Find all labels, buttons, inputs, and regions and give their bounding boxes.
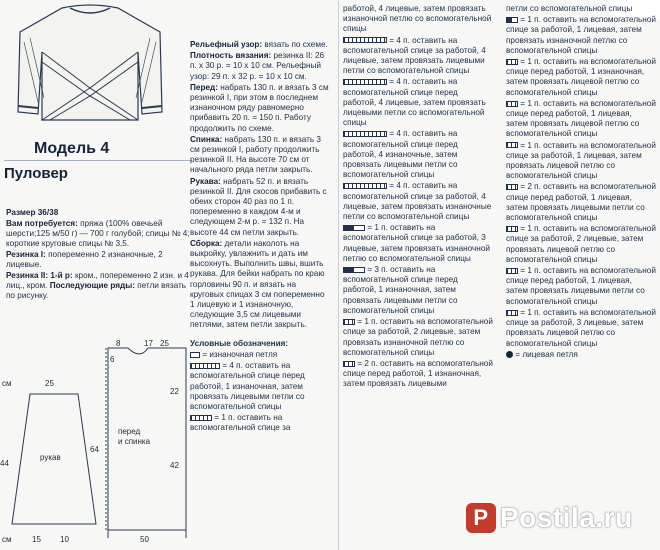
instructions-column (190, 40, 330, 435)
front-back-label-1: перед (118, 427, 141, 436)
back-label: Спинка: (190, 134, 223, 144)
site-watermark (466, 502, 633, 534)
legend-row: = 3 п. оставить на вспомогательной спице перед работой, 1 изнаночная, затем провязать лицевыми петли со вспомогательной спицы (343, 265, 458, 315)
legend-purl: = изнаночная петля (202, 349, 278, 359)
dim-label-25-right: 25 (160, 339, 169, 348)
legend-row: = 1 п. оставить на вспомогательной спице за работой, 1 лицевая, затем провязать изнаночной петлю со вспомогательной спицы (506, 15, 656, 55)
watermark-logo-icon: P (466, 503, 496, 533)
legend-row: петли со вспомогательной спицы (506, 4, 633, 13)
rib1-label: Резинка I: (6, 250, 46, 259)
dim-label-cm-bottom: см (2, 535, 12, 544)
watermark-text: Postila.ru (500, 502, 633, 533)
rib2-label: Резинка II: 1-й р: (6, 271, 73, 280)
pattern-title: Пуловер (4, 160, 192, 182)
legend-title: Условные обозначения: (190, 338, 289, 348)
legend-1: = 4 п. оставить на вспомогательной спице перед работой, 1 изнаночная, затем провязать лицевыми петли со вспомогательной спицы (190, 361, 305, 411)
front-text: набрать 130 п. и вязать 3 см резинкой I, при этом в последнем изнаночном ряду равномерно прибавить 20 п. = 150 п. Работу продолжить по схеме. (190, 82, 329, 133)
legend-row: = 2 п. оставить на вспомогательной спице перед работой, 1 изнаночная, затем провязать лицевыми (343, 358, 493, 389)
rib2-text: кром., попеременно 2 изн. и 4 лиц., кром. (6, 271, 189, 290)
rib1-text: попеременно 2 изнаночные, 2 лицевые. (6, 250, 163, 269)
needs-text: пряжа (100% овечьей шерсти;125 м/50 г) — 700 г голубой; спицы № 4; короткие круговые спицы № 3,5. (6, 219, 190, 248)
legend-row: = 1 п. оставить на вспомогательной спице за работой, 3 лицевые, затем провязать лицевой петлю со вспомогательной спицы (506, 307, 656, 348)
dim-label-64: 64 (90, 445, 99, 454)
needs-label: Вам потребуется: (6, 219, 78, 228)
column-divider (338, 0, 339, 550)
bullet-icon (506, 351, 513, 358)
legend-2: = 1 п. оставить на вспомогательной спице за (190, 413, 291, 433)
dim-label-44: 44 (0, 459, 9, 468)
materials-block (6, 208, 192, 302)
dim-label-50: 50 (140, 535, 149, 544)
legend-row: = 1 п. оставить на вспомогательной спице за работой, 2 лицевые, затем провязать изнаночной петлю со вспомогательной спицы (343, 317, 493, 357)
legend-column-2 (506, 4, 656, 361)
dim-label-15: 15 (32, 535, 41, 544)
dim-label-25-top: 25 (45, 379, 54, 388)
size-label: Размер 36/38 (6, 208, 59, 217)
dim-label-6: 6 (110, 355, 115, 364)
assembly-text: детали наколоть на выкройку, увлажнить и дать им высохнуть. Выполнить швы, вшить рукава. Для бейки набрать по краю горловины 90 п. и вязать на круговых спицах 3 см попеременно 1 лицевую и 1 изнаночную, следующие 3,5 см лицевыми петлями, затем петли закрыть. (190, 238, 325, 330)
last-rows-label: Последующие ряды: (49, 281, 135, 290)
assembly-label: Сборка: (190, 238, 223, 248)
density-text: резинка II: 26 п. x 30 р. = 10 x 10 см. Рельефный узор: 29 п. x 32 р. = 10 x 10 см. (190, 51, 325, 81)
legend-row: = 4 п. оставить на вспомогательной спице перед работой, 4 изнаночные, затем провязать лицевыми петли со вспомогательной спицы (343, 129, 458, 180)
cable-symbol (190, 363, 220, 369)
pattern-schematic (0, 338, 195, 546)
legend-row: = 2 п. оставить на вспомогательной спице перед работой, 1 лицевая, затем провязать лицевыми петли со вспомогательной спицы (506, 182, 656, 223)
legend-row: = 1 п. оставить на вспомогательной спице перед работой, 1 лицевая, затем провязать лицевыми петли со вспомогательной спицы (506, 266, 656, 306)
dim-label-10: 10 (60, 535, 69, 544)
dim-label-22: 22 (170, 387, 179, 396)
front-back-label-2: и спинка (118, 437, 151, 446)
legend-row: работой, 4 лицевые, затем провязать изнаночной петлю со вспомогательной спицы (343, 4, 492, 34)
cable-symbol (190, 415, 212, 421)
legend-row: = 4 п. оставить на вспомогательной спице за работой, 4 лицевые, затем провязать изнаночные петли со вспомогательной спицы (343, 181, 492, 222)
legend-row: = 1 п. оставить на вспомогательной спице за работой, 2 лицевые, затем провязать лицевой петлю со вспомогательной спицы (506, 224, 656, 264)
legend-row: = лицевая петля (506, 350, 656, 360)
purl-symbol (190, 352, 200, 358)
relief-label: Рельефный узор: (190, 40, 263, 49)
last-rows-text: петли вязать по рисунку. (6, 281, 186, 300)
legend-row: = 1 п. оставить на вспомогательной спице перед работой, 1 изнаночная, затем провязать лицевой петлю со вспомогательной спицы (506, 57, 656, 97)
sleeve-label: рукав (40, 453, 61, 462)
legend-row: = 1 п. оставить на вспомогательной спице за работой, 3 лицевые, затем провязать изнаночной петлю со вспомогательной спицы (343, 223, 490, 263)
sleeves-label: Рукава: (190, 176, 221, 186)
dim-label-17: 17 (144, 339, 153, 348)
legend-row: = 4 п. оставить на вспомогательной спице перед работой, 4 лицевые, затем провязать лицевыми петли со вспомогательной спицы (343, 77, 486, 128)
density-label: Плотность вязания: (190, 51, 272, 61)
sleeves-text: набрать 52 п. и вязать резинкой II. Для скосов прибавить с обеих сторон 40 раз по 1 п. попеременно в каждом 4-м и следующем 2-м р. = 132 п. На высоте 44 см петли закрыть. (190, 176, 327, 237)
legend-row: = 4 п. оставить на вспомогательной спице за работой, 4 лицевые, затем провязать лицевыми петли со вспомогательной спицы (343, 35, 486, 76)
dim-label-8: 8 (116, 339, 121, 348)
relief-text: вязать по схеме. (264, 40, 328, 49)
sweater-illustration (10, 2, 170, 122)
legend-row: = 1 п. оставить на вспомогательной спице перед работой, 1 лицевая, затем провязать лицевой петлю со вспомогательной спицы (506, 98, 656, 139)
back-text: набрать 130 п. и вязать 3 см резинкой I, работу продолжить резинкой II. На высоте 70 см от начального ряда петли закрыть. (190, 134, 321, 175)
dim-label-42: 42 (170, 461, 179, 470)
legend-column-1 (343, 4, 493, 391)
legend-row: = 1 п. оставить на вспомогательной спице за работой, 1 лицевая, затем провязать лицевой петлю со вспомогательной спицы (506, 140, 656, 181)
dim-label-cm-top: см (2, 379, 12, 388)
model-title: Модель 4 (34, 140, 110, 157)
front-label: Перед: (190, 82, 218, 92)
